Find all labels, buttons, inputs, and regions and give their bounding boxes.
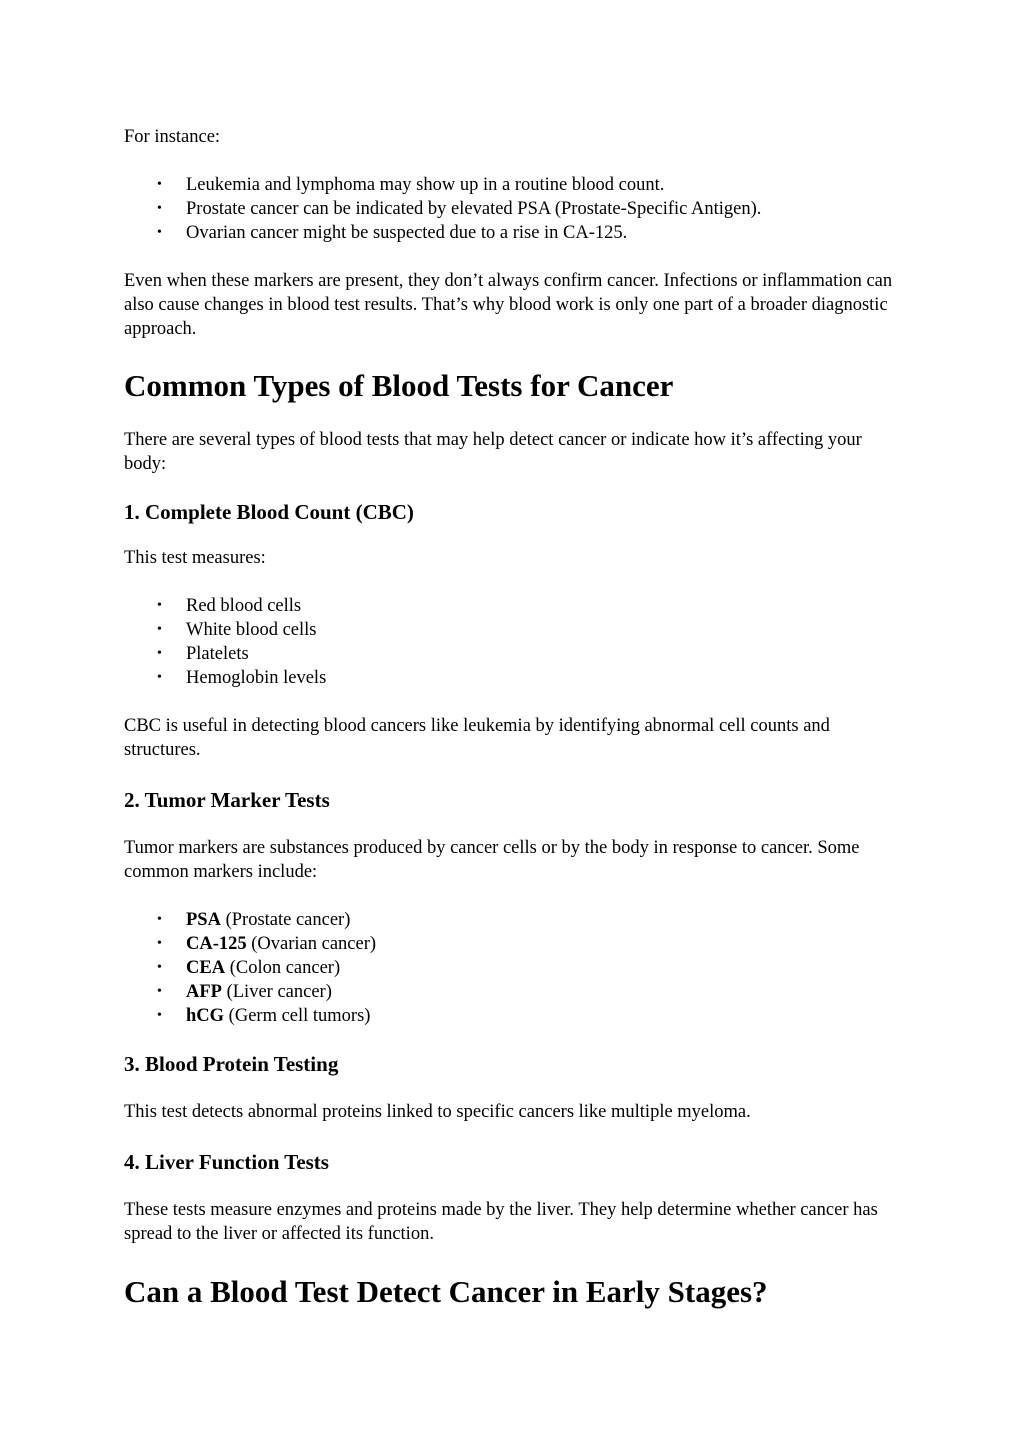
list-item: • PSA (Prostate cancer): [157, 910, 351, 930]
tumor-lead: Tumor markers are substances produced by cancer cells or by the body in response to cancer. Some common markers include:: [124, 838, 860, 882]
list-item: • Hemoglobin levels: [157, 668, 327, 688]
list-item: • Platelets: [157, 644, 249, 664]
list-item: • Ovarian cancer might be suspected due to a rise in CA-125.: [157, 223, 628, 243]
subheading-cbc: 1. Complete Blood Count (CBC): [124, 500, 414, 524]
section-heading-early: Can a Blood Test Detect Cancer in Early Stages?: [124, 1274, 768, 1309]
subheading-liver: 4. Liver Function Tests: [124, 1150, 329, 1174]
bullet-icon: •: [157, 984, 162, 999]
bullet-icon: •: [157, 177, 162, 192]
list-item: • Red blood cells: [157, 596, 302, 616]
protein-text: This test detects abnormal proteins linked to specific cancers like multiple myeloma.: [124, 1102, 751, 1122]
section-heading-types: Common Types of Blood Tests for Cancer: [124, 368, 674, 403]
bullet-icon: •: [157, 936, 162, 951]
marker-name: hCG: [186, 1006, 225, 1026]
bullet-icon: •: [157, 201, 162, 216]
list-item: • White blood cells: [157, 620, 317, 640]
subheading-tumor: 2. Tumor Marker Tests: [124, 788, 330, 812]
intro-list: [124, 173, 904, 245]
bullet-icon: •: [157, 646, 162, 661]
marker-name: AFP: [186, 982, 222, 1002]
bullet-icon: •: [157, 1008, 162, 1023]
marker-name: CEA: [186, 958, 226, 978]
types-intro: There are several types of blood tests that may help detect cancer or indicate how it’s affecting your body:: [124, 430, 862, 474]
subheading-protein: 3. Blood Protein Testing: [124, 1052, 339, 1076]
liver-text: These tests measure enzymes and proteins made by the liver. They help determine whether cancer has spread to the liver or affected its function.: [124, 1200, 878, 1244]
bullet-icon: •: [157, 598, 162, 613]
list-item: • AFP (Liver cancer): [157, 982, 332, 1002]
bullet-icon: •: [157, 912, 162, 927]
cbc-list: [124, 594, 904, 690]
bullet-icon: •: [157, 622, 162, 637]
intro-lead: For instance:: [124, 127, 221, 147]
marker-name: PSA: [186, 910, 221, 930]
list-item: • CA-125 (Ovarian cancer): [157, 934, 377, 954]
list-item: • CEA (Colon cancer): [157, 958, 341, 978]
bullet-icon: •: [157, 670, 162, 685]
bullet-icon: •: [157, 960, 162, 975]
list-item: • Prostate cancer can be indicated by elevated PSA (Prostate-Specific Antigen).: [157, 199, 762, 219]
cbc-summary: CBC is useful in detecting blood cancers like leukemia by identifying abnormal cell counts and structures.: [124, 716, 830, 760]
marker-name: CA-125: [186, 934, 247, 954]
intro-caveat: Even when these markers are present, they don’t always confirm cancer. Infections or inflammation can also cause changes in blood test results. That’s why blood work is only one part of a broader diagnostic approach.: [124, 271, 893, 339]
cbc-lead: This test measures:: [124, 548, 266, 568]
list-item: • hCG (Germ cell tumors): [157, 1006, 371, 1026]
document-page: [124, 120, 904, 1312]
bullet-icon: •: [157, 225, 162, 240]
list-item: • Leukemia and lymphoma may show up in a routine blood count.: [157, 175, 665, 195]
tumor-marker-list: [124, 908, 904, 1028]
